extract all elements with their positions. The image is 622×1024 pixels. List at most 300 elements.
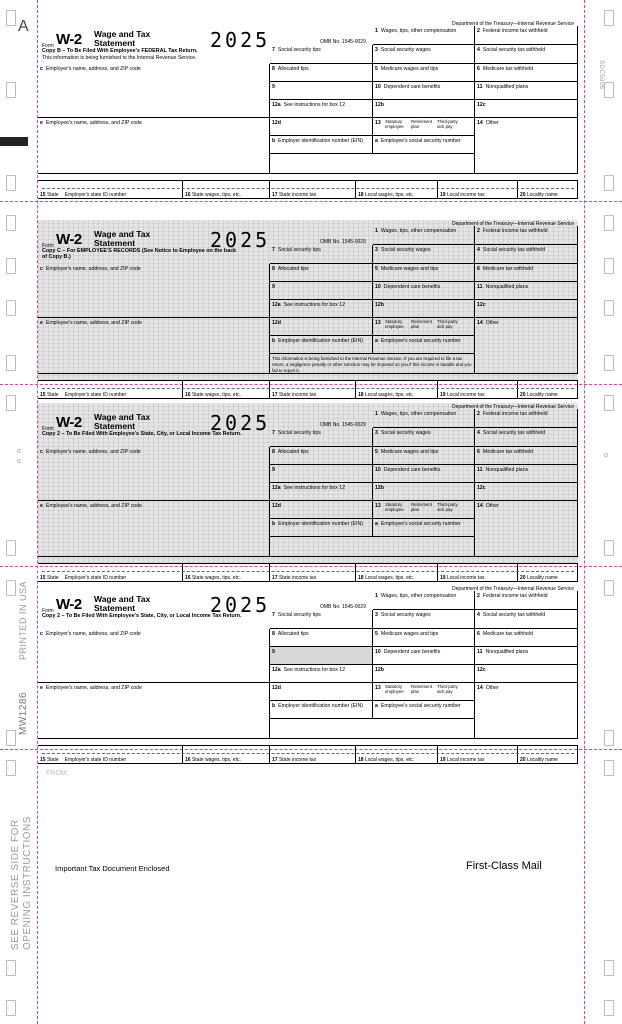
pin-hole xyxy=(604,355,614,371)
box-12a-label: See instructions for box 12 xyxy=(283,667,346,673)
box-12d-number: 12d xyxy=(272,685,281,691)
box-e-employee-label: Employee's name, address, and ZIP code xyxy=(45,320,142,326)
box-18-text: Local wages, tips, etc. xyxy=(364,192,415,198)
box-14-other-label: Other xyxy=(485,120,499,126)
box-12a-label: See instructions for box 12 xyxy=(283,102,346,108)
box-14-other-label: Other xyxy=(485,503,499,509)
box-3-ss-wages-label: Social security wages xyxy=(380,612,431,618)
box-17-text: State income tax xyxy=(278,192,317,198)
notice-area[interactable] xyxy=(270,354,475,374)
box-c-employer-label: Employer's name, address, and ZIP code xyxy=(45,631,141,637)
tab-letter: A xyxy=(18,18,29,35)
box-16-text: State wages, tips, etc. xyxy=(191,575,241,581)
box-12d-number: 12d xyxy=(272,503,281,509)
form-title: Wage and Tax Statement xyxy=(94,594,151,613)
box-5-medicare-wages[interactable] xyxy=(373,447,475,465)
box-4-ss-tax-number: 4 xyxy=(477,612,480,618)
box-1-wages-number: 1 xyxy=(375,593,378,599)
box-8-allocated-tips[interactable] xyxy=(270,64,373,82)
box-b-ein[interactable] xyxy=(270,336,373,354)
box-17-text: State income tax xyxy=(278,757,317,763)
box-b-ein[interactable] xyxy=(270,701,373,719)
pin-hole xyxy=(604,960,614,976)
box-13[interactable] xyxy=(373,118,475,136)
box-14-other-label: Other xyxy=(485,320,499,326)
important-notice: Important Tax Document Enclosed xyxy=(55,864,170,873)
opening-instructions-note: OPENING INSTRUCTIONS xyxy=(22,816,33,950)
box-c-employer-number: c xyxy=(40,66,43,72)
box-a-ssn-label: Employee's social security number xyxy=(380,703,461,709)
box-17-number: 17 xyxy=(272,192,279,198)
box-4-ss-tax-label: Social security tax withheld xyxy=(482,612,546,618)
box-16[interactable] xyxy=(183,181,270,199)
box-17-number: 17 xyxy=(272,575,279,581)
box-11-nonqualified[interactable] xyxy=(475,82,578,100)
box-e-employee-label: Employee's name, address, and ZIP code xyxy=(45,503,142,509)
box-e-employee[interactable] xyxy=(38,683,270,739)
tax-year: 2025 xyxy=(210,411,271,435)
box-17[interactable] xyxy=(270,181,356,199)
box-4-ss-tax-label: Social security tax withheld xyxy=(482,430,546,436)
dept-label: Department of the Treasury—Internal Revenue Service xyxy=(451,586,574,592)
box-2-federal-tax-label: Federal income tax withheld xyxy=(482,28,548,34)
box-1-wages-label: Wages, tips, other compensation xyxy=(380,593,457,599)
box-15-state-id: Employer's state ID number xyxy=(64,392,127,398)
box-12c[interactable] xyxy=(475,300,578,318)
box-3-ss-wages-number: 3 xyxy=(375,430,378,436)
box-13-number: 13 xyxy=(375,320,381,326)
box-19[interactable] xyxy=(438,746,518,764)
box-grid xyxy=(38,208,578,398)
form-number: W-2 xyxy=(56,31,82,48)
box-13-statutory: Statutory employee xyxy=(385,684,404,694)
box-12a-label: See instructions for box 12 xyxy=(283,302,346,308)
box-7-ss-tips[interactable] xyxy=(270,45,373,64)
pin-hole xyxy=(604,580,614,596)
box-13[interactable] xyxy=(373,318,475,336)
box-10-dependent-care-label: Dependent care benefits xyxy=(383,284,441,290)
box-6-medicare-tax[interactable] xyxy=(475,264,578,282)
box-11-nonqualified-label: Nonqualified plans xyxy=(485,649,529,655)
box-15-state-id: Employer's state ID number xyxy=(64,575,127,581)
box-a-ssn-number: a xyxy=(375,521,378,527)
box-6-medicare-tax-label: Medicare tax withheld xyxy=(482,266,534,272)
box-12d-number: 12d xyxy=(272,320,281,326)
form-word: Form xyxy=(42,43,54,49)
box-6-medicare-tax[interactable] xyxy=(475,447,578,465)
box-5-medicare-wages-number: 5 xyxy=(375,266,378,272)
pin-hole xyxy=(6,300,16,316)
box-13-thirdparty: Third-party sick pay xyxy=(437,319,458,329)
box-12a-number: 12a xyxy=(272,485,281,491)
box-18[interactable] xyxy=(356,746,438,764)
box-7-ss-tips-label: Social security tips xyxy=(277,247,321,253)
w2-copy-1 xyxy=(38,8,578,198)
box-2-federal-tax-number: 2 xyxy=(477,593,480,599)
pin-hole xyxy=(6,1000,16,1016)
box-16-number: 16 xyxy=(185,392,192,398)
box-17-text: State income tax xyxy=(278,575,317,581)
box-e-employee[interactable] xyxy=(38,118,270,174)
box-7-ss-tips-label: Social security tips xyxy=(277,430,321,436)
box-12b-number: 12b xyxy=(375,485,384,491)
box-14-other-number: 14 xyxy=(477,320,483,326)
box-12c[interactable] xyxy=(475,483,578,501)
circle-mark: o xyxy=(17,458,21,465)
box-7-ss-tips-label: Social security tips xyxy=(277,612,321,618)
box-4-ss-tax-number: 4 xyxy=(477,430,480,436)
box-20[interactable] xyxy=(518,746,578,764)
box-8-allocated-tips[interactable] xyxy=(270,447,373,465)
box-20[interactable] xyxy=(518,181,578,199)
box-2-federal-tax[interactable] xyxy=(475,591,578,610)
box-7-ss-tips-number: 7 xyxy=(272,247,275,253)
circle-mark: o xyxy=(17,448,21,455)
box-12b[interactable] xyxy=(373,483,475,501)
box-5-medicare-wages-number: 5 xyxy=(375,631,378,637)
box-c-employer[interactable] xyxy=(38,629,270,683)
box-a-ssn-number: a xyxy=(375,138,378,144)
box-13-retirement: Retirement plan xyxy=(411,119,433,129)
box-a-ssn[interactable] xyxy=(373,519,475,537)
box-17-text: State income tax xyxy=(278,392,317,398)
box-8-allocated-tips-number: 8 xyxy=(272,631,275,637)
box-1-wages[interactable] xyxy=(373,26,475,45)
box-9-number: 9 xyxy=(272,649,275,655)
state-local-row xyxy=(38,745,578,763)
box-5-medicare-wages-label: Medicare wages and tips xyxy=(380,631,439,637)
box-11-nonqualified[interactable] xyxy=(475,282,578,300)
box-20-text: Locality name xyxy=(526,575,558,581)
box-8-allocated-tips-label: Allocated tips xyxy=(277,449,309,455)
box-12b-number: 12b xyxy=(375,667,384,673)
box-3-ss-wages[interactable] xyxy=(373,245,475,264)
box-18-number: 18 xyxy=(358,757,365,763)
box-10-dependent-care[interactable] xyxy=(373,282,475,300)
box-2-federal-tax-number: 2 xyxy=(477,411,480,417)
box-5-medicare-wages-number: 5 xyxy=(375,66,378,72)
box-2-federal-tax-label: Federal income tax withheld xyxy=(482,411,548,417)
box-a-ssn-number: a xyxy=(375,703,378,709)
notice-area[interactable] xyxy=(270,537,475,557)
box-18-number: 18 xyxy=(358,192,365,198)
box-9-number: 9 xyxy=(272,284,275,290)
box-12d[interactable] xyxy=(270,318,373,336)
box-4-ss-tax[interactable] xyxy=(475,245,578,264)
box-2-federal-tax[interactable] xyxy=(475,409,578,428)
box-c-employer-number: c xyxy=(40,449,43,455)
box-1-wages-number: 1 xyxy=(375,411,378,417)
box-2-federal-tax[interactable] xyxy=(475,26,578,45)
box-3-ss-wages-label: Social security wages xyxy=(380,47,431,53)
box-10-dependent-care-number: 10 xyxy=(375,467,381,473)
box-12a-number: 12a xyxy=(272,302,281,308)
box-19-text: Local income tax xyxy=(446,757,485,763)
box-8-allocated-tips-label: Allocated tips xyxy=(277,266,309,272)
pin-hole xyxy=(604,300,614,316)
dept-label: Department of the Treasury—Internal Revenue Service xyxy=(451,221,574,227)
box-13[interactable] xyxy=(373,683,475,701)
box-9[interactable] xyxy=(270,82,373,100)
box-8-allocated-tips[interactable] xyxy=(270,629,373,647)
box-a-ssn[interactable] xyxy=(373,701,475,719)
side-code: SDC5006 xyxy=(598,60,604,90)
box-8-allocated-tips-number: 8 xyxy=(272,266,275,272)
box-5-medicare-wages-label: Medicare wages and tips xyxy=(380,449,439,455)
box-b-ein-number: b xyxy=(272,521,276,527)
copy-designation: Copy B – To Be Filed With Employee's FEDERAL Tax Return. xyxy=(42,48,198,54)
box-12a-number: 12a xyxy=(272,102,281,108)
pin-hole xyxy=(6,355,16,371)
box-12c-number: 12c xyxy=(477,102,486,108)
box-9[interactable] xyxy=(270,282,373,300)
box-e-employee-number: e xyxy=(40,503,43,509)
registration-mark xyxy=(0,137,28,146)
box-10-dependent-care-number: 10 xyxy=(375,84,381,90)
w2-copy-2 xyxy=(38,208,578,398)
copy-designation: Copy C – For EMPLOYEE'S RECORDS (See Notice to Employee on the back of Copy B.) xyxy=(42,248,237,260)
box-12b[interactable] xyxy=(373,665,475,683)
box-3-ss-wages[interactable] xyxy=(373,45,475,64)
box-13-statutory: Statutory employee xyxy=(385,319,404,329)
box-10-dependent-care-label: Dependent care benefits xyxy=(383,649,441,655)
box-19-number: 19 xyxy=(440,575,447,581)
box-2-federal-tax-number: 2 xyxy=(477,28,480,34)
box-3-ss-wages[interactable] xyxy=(373,610,475,629)
box-1-wages[interactable] xyxy=(373,591,475,610)
box-12c[interactable] xyxy=(475,665,578,683)
box-4-ss-tax-label: Social security tax withheld xyxy=(482,47,546,53)
box-5-medicare-wages[interactable] xyxy=(373,629,475,647)
box-16-text: State wages, tips, etc. xyxy=(191,192,241,198)
box-5-medicare-wages-label: Medicare wages and tips xyxy=(380,266,439,272)
box-11-nonqualified[interactable] xyxy=(475,647,578,665)
pin-hole xyxy=(604,395,614,411)
box-10-dependent-care-label: Dependent care benefits xyxy=(383,467,441,473)
box-b-ein-label: Employer identification number (EIN) xyxy=(278,703,363,709)
box-b-ein[interactable] xyxy=(270,519,373,537)
box-14-other[interactable] xyxy=(475,318,578,374)
box-7-ss-tips[interactable] xyxy=(270,610,373,629)
box-9[interactable] xyxy=(270,465,373,483)
box-16-number: 16 xyxy=(185,575,192,581)
pin-hole xyxy=(604,175,614,191)
box-18-text: Local wages, tips, etc. xyxy=(364,392,415,398)
box-17-number: 17 xyxy=(272,392,279,398)
box-4-ss-tax-number: 4 xyxy=(477,47,480,53)
box-13[interactable] xyxy=(373,501,475,519)
box-b-ein[interactable] xyxy=(270,136,373,154)
form-number: W-2 xyxy=(56,596,82,613)
right-perforation xyxy=(584,0,585,1024)
box-10-dependent-care-number: 10 xyxy=(375,284,381,290)
form-bottom-line xyxy=(38,198,578,199)
box-e-employee-number: e xyxy=(40,120,43,126)
box-3-ss-wages-number: 3 xyxy=(375,47,378,53)
box-10-dependent-care[interactable] xyxy=(373,647,475,665)
pin-hole xyxy=(6,215,16,231)
box-14-other[interactable] xyxy=(475,501,578,557)
box-13-retirement: Retirement plan xyxy=(411,502,433,512)
state-local-row xyxy=(38,180,578,198)
box-12c[interactable] xyxy=(475,100,578,118)
form-number: W-2 xyxy=(56,231,82,248)
box-12a[interactable] xyxy=(270,100,373,118)
box-12a[interactable] xyxy=(270,665,373,683)
box-12a[interactable] xyxy=(270,483,373,501)
box-9[interactable] xyxy=(270,647,373,665)
box-a-ssn[interactable] xyxy=(373,336,475,354)
box-b-ein-label: Employer identification number (EIN) xyxy=(278,338,363,344)
box-12b[interactable] xyxy=(373,100,475,118)
box-11-nonqualified-number: 11 xyxy=(477,467,483,473)
notice-area[interactable] xyxy=(270,719,475,739)
box-6-medicare-tax-number: 6 xyxy=(477,66,480,72)
box-20-number: 20 xyxy=(520,392,527,398)
pin-hole xyxy=(604,760,614,776)
box-a-ssn-label: Employee's social security number xyxy=(380,338,461,344)
box-18[interactable] xyxy=(356,181,438,199)
box-11-nonqualified-number: 11 xyxy=(477,284,483,290)
box-13-thirdparty: Third-party sick pay xyxy=(437,119,458,129)
box-11-nonqualified-label: Nonqualified plans xyxy=(485,284,529,290)
box-e-employee-number: e xyxy=(40,320,43,326)
pin-hole xyxy=(604,730,614,746)
reverse-side-note: SEE REVERSE SIDE FOR xyxy=(10,819,21,950)
perforation-1 xyxy=(0,201,622,202)
box-13-statutory: Statutory employee xyxy=(385,502,404,512)
form-code: MW1286 xyxy=(18,691,29,735)
box-11-nonqualified-label: Nonqualified plans xyxy=(485,467,529,473)
box-13-thirdparty: Third-party sick pay xyxy=(437,684,458,694)
omb-number: OMB No. 1545-0029 xyxy=(320,604,366,610)
box-12d[interactable] xyxy=(270,118,373,136)
box-4-ss-tax-number: 4 xyxy=(477,247,480,253)
box-12a-number: 12a xyxy=(272,667,281,673)
omb-number: OMB No. 1545-0029 xyxy=(320,239,366,245)
box-20-text: Locality name xyxy=(526,392,558,398)
box-10-dependent-care-label: Dependent care benefits xyxy=(383,84,441,90)
box-4-ss-tax[interactable] xyxy=(475,45,578,64)
box-6-medicare-tax-number: 6 xyxy=(477,266,480,272)
box-13-retirement: Retirement plan xyxy=(411,684,433,694)
box-12b-number: 12b xyxy=(375,302,384,308)
circle-mark: o xyxy=(604,452,608,459)
box-11-nonqualified-number: 11 xyxy=(477,84,483,90)
box-e-employee[interactable] xyxy=(38,318,270,374)
box-15-number: 15 xyxy=(40,575,47,581)
tax-year: 2025 xyxy=(210,228,271,252)
box-12b[interactable] xyxy=(373,300,475,318)
box-12a[interactable] xyxy=(270,300,373,318)
box-15[interactable] xyxy=(38,746,183,764)
form-word: Form xyxy=(42,608,54,614)
box-15-state-id: Employer's state ID number xyxy=(64,192,127,198)
pin-hole xyxy=(6,395,16,411)
box-4-ss-tax[interactable] xyxy=(475,610,578,629)
pin-hole xyxy=(604,82,614,98)
box-15[interactable] xyxy=(38,181,183,199)
form-number: W-2 xyxy=(56,414,82,431)
box-1-wages[interactable] xyxy=(373,226,475,245)
box-4-ss-tax[interactable] xyxy=(475,428,578,447)
box-13-number: 13 xyxy=(375,120,381,126)
box-c-employer-label: Employer's name, address, and ZIP code xyxy=(45,449,141,455)
box-16-text: State wages, tips, etc. xyxy=(191,757,241,763)
box-15-text: State xyxy=(46,575,59,581)
box-11-nonqualified[interactable] xyxy=(475,465,578,483)
box-12c-number: 12c xyxy=(477,302,486,308)
box-6-medicare-tax-label: Medicare tax withheld xyxy=(482,631,534,637)
box-13-statutory: Statutory employee xyxy=(385,119,404,129)
box-15-text: State xyxy=(46,192,59,198)
box-5-medicare-wages[interactable] xyxy=(373,264,475,282)
box-a-ssn-label: Employee's social security number xyxy=(380,138,461,144)
form-word: Form xyxy=(42,426,54,432)
box-c-employer-number: c xyxy=(40,631,43,637)
box-10-dependent-care[interactable] xyxy=(373,82,475,100)
box-grid xyxy=(38,8,578,198)
box-c-employer[interactable] xyxy=(38,447,270,501)
box-9-number: 9 xyxy=(272,467,275,473)
box-1-wages[interactable] xyxy=(373,409,475,428)
box-a-ssn-number: a xyxy=(375,338,378,344)
box-5-medicare-wages-label: Medicare wages and tips xyxy=(380,66,439,72)
box-3-ss-wages[interactable] xyxy=(373,428,475,447)
copy-notice: This information is being furnished to the Internal Revenue Service. If you are required to file a tax return, a negligence penalty or other sanction may be imposed on you if this income is taxable and you fail to report it. xyxy=(272,356,472,373)
box-16[interactable] xyxy=(183,746,270,764)
box-20-number: 20 xyxy=(520,757,527,763)
dept-label: Department of the Treasury—Internal Revenue Service xyxy=(451,21,574,27)
box-16-number: 16 xyxy=(185,192,192,198)
box-e-employee[interactable] xyxy=(38,501,270,557)
box-19-text: Local income tax xyxy=(446,192,485,198)
box-17[interactable] xyxy=(270,746,356,764)
box-c-employer[interactable] xyxy=(38,64,270,118)
box-7-ss-tips[interactable] xyxy=(270,428,373,447)
box-12d[interactable] xyxy=(270,683,373,701)
copy-designation: Copy 2 – To Be Filed With Employee's State, City, or Local Income Tax Return. xyxy=(42,431,242,437)
box-18-text: Local wages, tips, etc. xyxy=(364,757,415,763)
box-8-allocated-tips[interactable] xyxy=(270,264,373,282)
box-16-text: State wages, tips, etc. xyxy=(191,392,241,398)
box-c-employer[interactable] xyxy=(38,264,270,318)
box-1-wages-label: Wages, tips, other compensation xyxy=(380,411,457,417)
box-2-federal-tax[interactable] xyxy=(475,226,578,245)
notice-area[interactable] xyxy=(270,154,475,174)
copy-designation: Copy 2 – To Be Filed With Employee's State, City, or Local Income Tax Return. xyxy=(42,613,242,619)
box-7-ss-tips[interactable] xyxy=(270,245,373,264)
box-6-medicare-tax-number: 6 xyxy=(477,449,480,455)
box-10-dependent-care[interactable] xyxy=(373,465,475,483)
box-6-medicare-tax[interactable] xyxy=(475,629,578,647)
box-7-ss-tips-number: 7 xyxy=(272,612,275,618)
box-6-medicare-tax[interactable] xyxy=(475,64,578,82)
box-19-number: 19 xyxy=(440,757,447,763)
box-5-medicare-wages[interactable] xyxy=(373,64,475,82)
box-14-other[interactable] xyxy=(475,683,578,739)
tax-year: 2025 xyxy=(210,28,271,52)
box-19[interactable] xyxy=(438,181,518,199)
pin-hole xyxy=(604,1000,614,1016)
box-b-ein-number: b xyxy=(272,138,276,144)
pin-hole xyxy=(604,258,614,274)
box-18-number: 18 xyxy=(358,392,365,398)
box-14-other[interactable] xyxy=(475,118,578,174)
box-12d[interactable] xyxy=(270,501,373,519)
state-dashes xyxy=(42,388,574,389)
box-a-ssn[interactable] xyxy=(373,136,475,154)
